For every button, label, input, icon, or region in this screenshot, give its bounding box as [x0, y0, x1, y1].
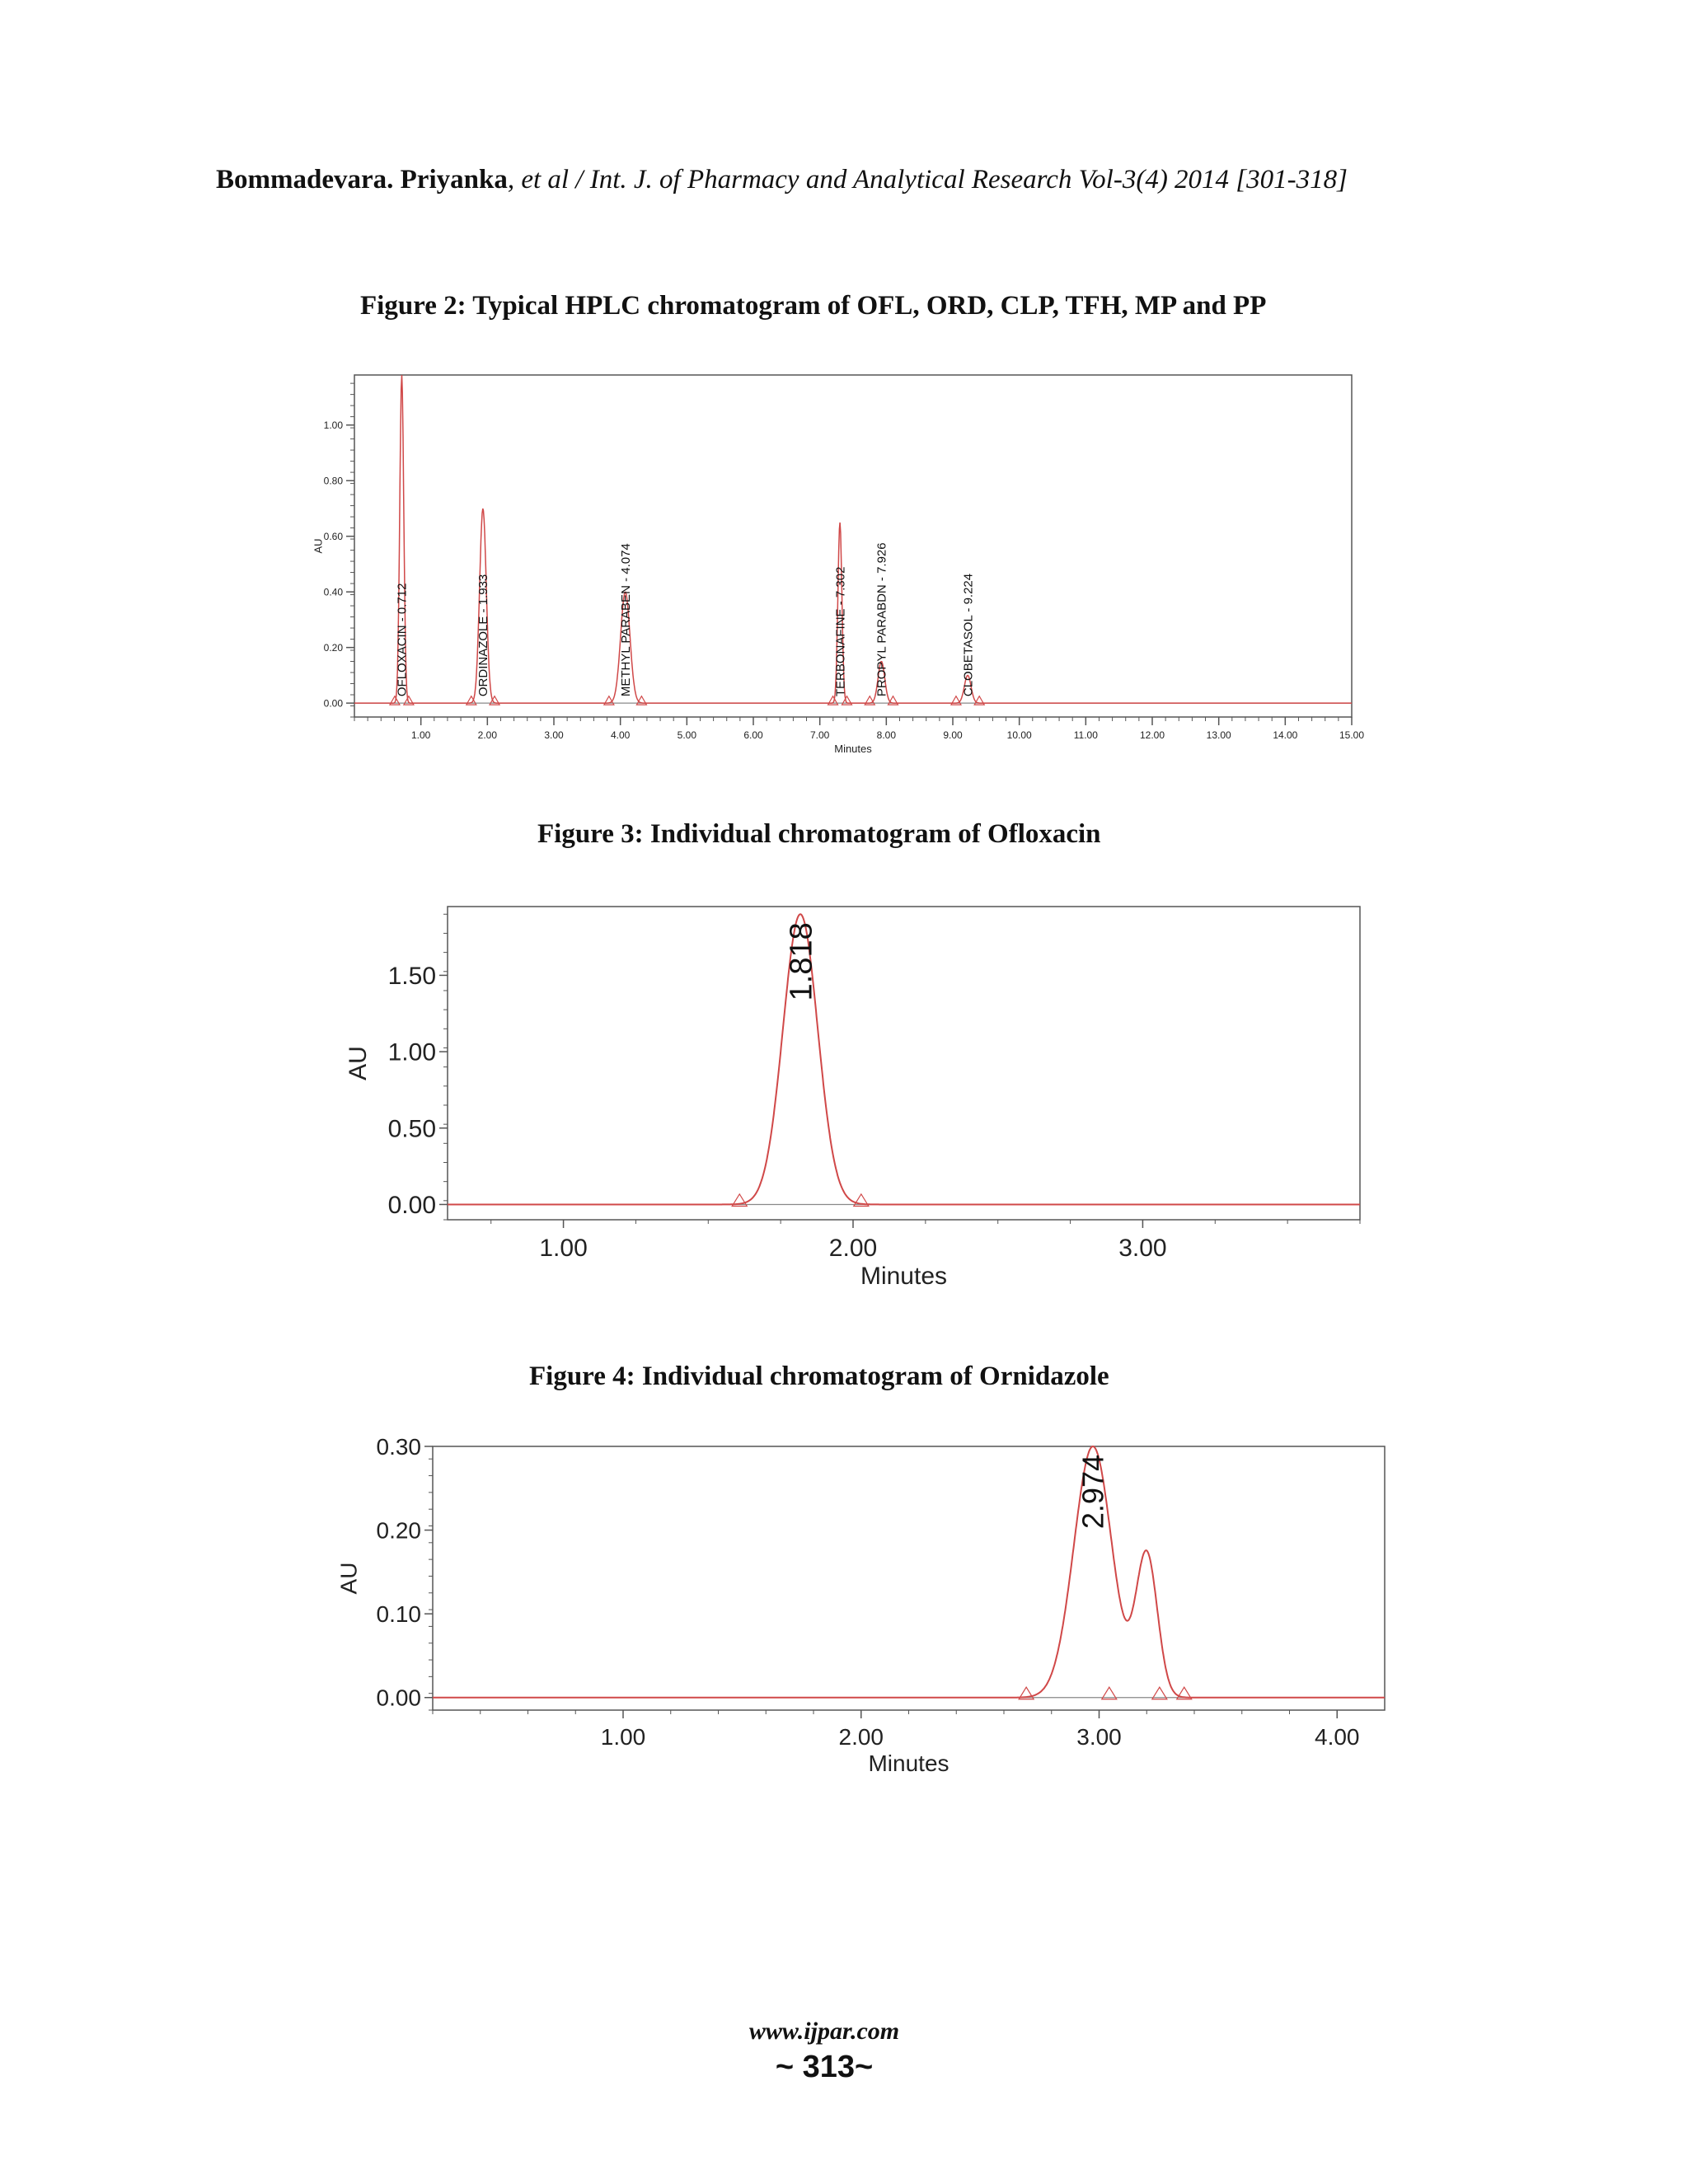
x-axis-label: Minutes — [860, 1263, 948, 1290]
x-tick-label: 12.00 — [1139, 729, 1165, 741]
figure-3-chromatogram — [330, 890, 1385, 1319]
x-tick-label: 6.00 — [743, 729, 763, 741]
x-tick-label: 9.00 — [943, 729, 963, 741]
peak-label: PROPYL PARABDN - 7.926 — [874, 542, 889, 697]
plot-frame — [354, 375, 1352, 717]
y-tick-label: 1.00 — [323, 419, 343, 431]
y-tick-label: 1.50 — [387, 962, 436, 990]
x-tick-label: 3.00 — [1076, 1724, 1122, 1750]
x-tick-label: 7.00 — [809, 729, 830, 741]
x-tick-label: 2.00 — [477, 729, 498, 741]
plot-frame — [433, 1446, 1385, 1710]
chromatogram-trace — [354, 375, 1352, 703]
y-tick-label: 0.00 — [323, 697, 343, 710]
y-tick-label: 0.00 — [387, 1191, 436, 1219]
peak-label: CLOBETASOL - 9.224 — [961, 573, 976, 697]
x-tick-label: 1.00 — [539, 1235, 588, 1262]
x-tick-label: 8.00 — [876, 729, 897, 741]
figure-2-caption: Figure 2: Typical HPLC chromatogram of OFL, ORD, CLP, TFH, MP and PP — [360, 291, 1267, 321]
y-tick-label: 0.00 — [376, 1685, 421, 1711]
x-tick-label: 3.00 — [1118, 1235, 1167, 1262]
y-tick-label: 0.20 — [376, 1517, 421, 1544]
peak-label: OFLOXACIN - 0.712 — [395, 583, 410, 697]
figure-2-chromatogram — [297, 363, 1385, 791]
y-tick-label: 0.10 — [376, 1601, 421, 1627]
chromatogram-trace — [433, 1446, 1385, 1698]
peak-label: 1.818 — [784, 922, 819, 1001]
x-tick-label: 3.00 — [544, 729, 564, 741]
figure-4-caption: Figure 4: Individual chromatogram of Ornidazole — [529, 1361, 1109, 1391]
header-journal: , et al / Int. J. of Pharmacy and Analytical Research Vol-3(4) 2014 [301-318] — [507, 165, 1348, 194]
peak-label: METHYL PARABEN - 4.074 — [618, 543, 633, 697]
x-tick-label: 1.00 — [410, 729, 431, 741]
figure-4-chromatogram — [297, 1426, 1401, 1788]
x-tick-label: 5.00 — [677, 729, 697, 741]
x-tick-label: 15.00 — [1339, 729, 1365, 741]
x-tick-label: 2.00 — [828, 1235, 878, 1262]
peak-label: ORDINAZOLE - 1.933 — [476, 574, 491, 697]
x-tick-label: 1.00 — [600, 1724, 646, 1750]
x-tick-label: 4.00 — [610, 729, 631, 741]
y-axis-label: AU — [345, 1046, 372, 1080]
y-tick-label: 0.20 — [323, 641, 343, 654]
figure-3-caption: Figure 3: Individual chromatogram of Ofloxacin — [537, 819, 1101, 849]
y-tick-label: 0.60 — [323, 530, 343, 542]
chromatogram-trace — [448, 914, 1360, 1204]
y-tick-label: 0.40 — [323, 586, 343, 598]
header-authors: Bommadevara. Priyanka — [216, 165, 508, 194]
x-tick-label: 10.00 — [1006, 729, 1032, 741]
x-axis-label: Minutes — [834, 743, 872, 755]
plot-frame — [448, 907, 1360, 1220]
peak-label: TERBONAFINE - 7.302 — [833, 566, 848, 697]
x-tick-label: 13.00 — [1206, 729, 1231, 741]
x-axis-label: Minutes — [868, 1750, 950, 1776]
running-header — [216, 165, 1535, 195]
page-number: ~ 313~ — [775, 2050, 874, 2084]
x-tick-label: 2.00 — [838, 1724, 884, 1750]
x-tick-label: 14.00 — [1273, 729, 1298, 741]
x-tick-label: 11.00 — [1073, 729, 1098, 741]
y-axis-label: AU — [335, 1562, 362, 1595]
footer-url: www.ijpar.com — [748, 2018, 900, 2045]
y-tick-label: 0.80 — [323, 475, 343, 487]
y-tick-label: 1.00 — [387, 1038, 436, 1066]
peak-label: 2.974 — [1076, 1455, 1110, 1530]
y-tick-label: 0.30 — [376, 1433, 421, 1460]
y-tick-label: 0.50 — [387, 1115, 436, 1143]
x-tick-label: 4.00 — [1315, 1724, 1360, 1750]
y-axis-label: AU — [312, 538, 325, 554]
